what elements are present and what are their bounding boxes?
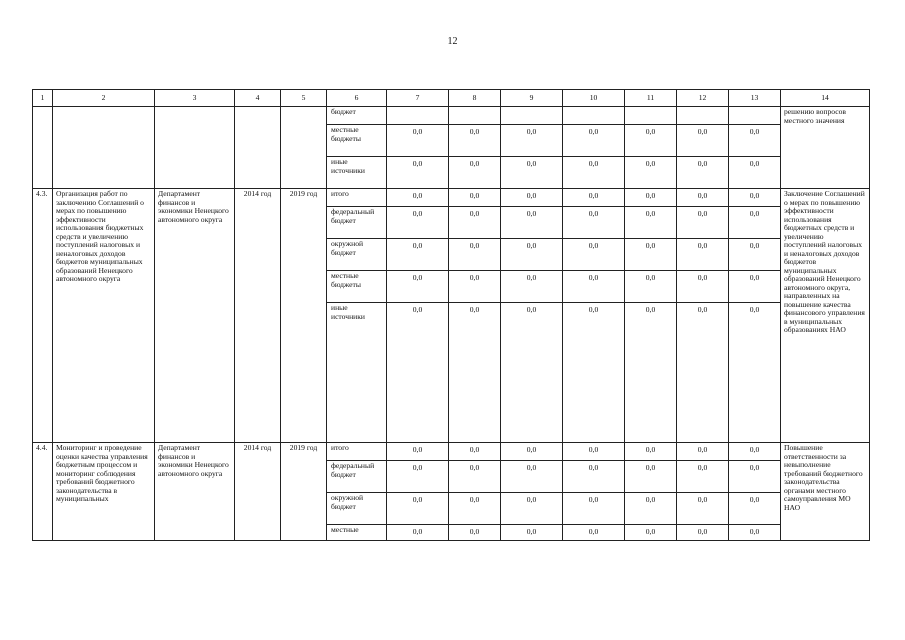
header-cell: 6 — [327, 90, 387, 107]
page-number: 12 — [447, 36, 458, 47]
row-number: 4.3. — [33, 189, 53, 443]
value-cell: 0,0 — [563, 443, 625, 461]
value-cell: 0,0 — [677, 303, 729, 443]
value-cell: 0,0 — [677, 125, 729, 157]
value-cell: 0,0 — [677, 239, 729, 271]
value-cell — [563, 107, 625, 125]
budget-table — [32, 89, 870, 541]
funding-source: местные — [327, 525, 387, 541]
executor: Департамент финансов и экономики Ненецкого автономного округа — [155, 189, 235, 443]
funding-source: иные источники — [327, 157, 387, 189]
value-cell: 0,0 — [501, 461, 563, 493]
value-cell: 0,0 — [449, 303, 501, 443]
funding-source: местные бюджеты — [327, 125, 387, 157]
funding-source: местные бюджеты — [327, 271, 387, 303]
value-cell: 0,0 — [563, 271, 625, 303]
value-cell: 0,0 — [501, 189, 563, 207]
value-cell — [387, 107, 449, 125]
value-cell: 0,0 — [677, 461, 729, 493]
expected-result: решению вопросов местного значения — [781, 107, 870, 189]
value-cell: 0,0 — [449, 189, 501, 207]
row-number — [33, 107, 53, 189]
value-cell: 0,0 — [625, 271, 677, 303]
end-year — [281, 107, 327, 189]
value-cell: 0,0 — [501, 443, 563, 461]
value-cell: 0,0 — [501, 125, 563, 157]
header-row — [33, 90, 870, 107]
value-cell: 0,0 — [677, 493, 729, 525]
expected-result: Повышение ответственности за невыполнение требований бюджетного законодательства органами местного самоуправления МО НАО — [781, 443, 870, 541]
value-cell: 0,0 — [449, 157, 501, 189]
header-cell: 7 — [387, 90, 449, 107]
start-year: 2014 год — [235, 189, 281, 443]
value-cell: 0,0 — [387, 157, 449, 189]
value-cell: 0,0 — [563, 303, 625, 443]
value-cell: 0,0 — [625, 189, 677, 207]
value-cell: 0,0 — [387, 239, 449, 271]
funding-source: окружной бюджет — [327, 493, 387, 525]
value-cell: 0,0 — [501, 207, 563, 239]
funding-source: итого — [327, 443, 387, 461]
header-cell: 4 — [235, 90, 281, 107]
funding-source: окружной бюджет — [327, 239, 387, 271]
value-cell: 0,0 — [625, 493, 677, 525]
value-cell: 0,0 — [625, 207, 677, 239]
value-cell: 0,0 — [563, 493, 625, 525]
expected-result: Заключение Соглашений о мерах по повышению эффективности использования бюджетных средств и увеличению поступлений налоговых и неналоговых доходов бюджетов муниципальных образований Ненецкого автономного округа, направленных на повышение качества финансового управления в муниципальных образованиях НАО — [781, 189, 870, 443]
value-cell: 0,0 — [501, 493, 563, 525]
value-cell: 0,0 — [729, 157, 781, 189]
value-cell: 0,0 — [677, 443, 729, 461]
value-cell: 0,0 — [501, 271, 563, 303]
value-cell: 0,0 — [449, 239, 501, 271]
value-cell: 0,0 — [563, 461, 625, 493]
row-number: 4.4. — [33, 443, 53, 541]
header-cell: 5 — [281, 90, 327, 107]
value-cell: 0,0 — [625, 239, 677, 271]
value-cell: 0,0 — [677, 157, 729, 189]
value-cell: 0,0 — [563, 239, 625, 271]
value-cell: 0,0 — [449, 443, 501, 461]
header-cell: 8 — [449, 90, 501, 107]
funding-source: итого — [327, 189, 387, 207]
value-cell: 0,0 — [729, 271, 781, 303]
value-cell: 0,0 — [449, 125, 501, 157]
value-cell: 0,0 — [625, 157, 677, 189]
value-cell — [501, 107, 563, 125]
table-row — [33, 443, 870, 461]
value-cell: 0,0 — [729, 493, 781, 525]
measure-name — [53, 107, 155, 189]
value-cell: 0,0 — [625, 303, 677, 443]
start-year — [235, 107, 281, 189]
value-cell: 0,0 — [625, 443, 677, 461]
value-cell: 0,0 — [387, 271, 449, 303]
value-cell: 0,0 — [729, 189, 781, 207]
value-cell: 0,0 — [449, 493, 501, 525]
header-cell: 10 — [563, 90, 625, 107]
table-row — [33, 189, 870, 207]
value-cell: 0,0 — [729, 443, 781, 461]
value-cell: 0,0 — [677, 271, 729, 303]
value-cell: 0,0 — [387, 493, 449, 525]
header-cell: 13 — [729, 90, 781, 107]
header-cell: 12 — [677, 90, 729, 107]
header-cell: 3 — [155, 90, 235, 107]
value-cell: 0,0 — [449, 207, 501, 239]
value-cell: 0,0 — [387, 461, 449, 493]
funding-source: федеральный бюджет — [327, 461, 387, 493]
value-cell: 0,0 — [501, 303, 563, 443]
value-cell: 0,0 — [501, 525, 563, 541]
value-cell: 0,0 — [729, 461, 781, 493]
value-cell: 0,0 — [501, 157, 563, 189]
measure-name: Мониторинг и проведение оценки качества управления бюджетным процессом и мониторинг соблюдения требований бюджетного законодательства в муниципальных — [53, 443, 155, 541]
value-cell: 0,0 — [387, 303, 449, 443]
start-year: 2014 год — [235, 443, 281, 541]
value-cell: 0,0 — [449, 525, 501, 541]
funding-source: федеральный бюджет — [327, 207, 387, 239]
header-cell: 1 — [33, 90, 53, 107]
value-cell: 0,0 — [563, 157, 625, 189]
header-cell: 11 — [625, 90, 677, 107]
value-cell: 0,0 — [729, 239, 781, 271]
value-cell: 0,0 — [625, 525, 677, 541]
value-cell: 0,0 — [387, 525, 449, 541]
value-cell: 0,0 — [387, 207, 449, 239]
value-cell: 0,0 — [729, 125, 781, 157]
measure-name: Организация работ по заключению Соглашений о мерах по повышению эффективности использования бюджетных средств и увеличению поступлений налоговых и неналоговых доходов бюджетов муниципальных образований Ненецкого автономного округа — [53, 189, 155, 443]
value-cell: 0,0 — [729, 525, 781, 541]
value-cell: 0,0 — [387, 125, 449, 157]
value-cell: 0,0 — [501, 239, 563, 271]
executor: Департамент финансов и экономики Ненецкого автономного округа — [155, 443, 235, 541]
value-cell: 0,0 — [677, 525, 729, 541]
value-cell: 0,0 — [625, 461, 677, 493]
value-cell: 0,0 — [729, 303, 781, 443]
value-cell: 0,0 — [449, 271, 501, 303]
value-cell — [449, 107, 501, 125]
value-cell: 0,0 — [563, 525, 625, 541]
value-cell — [729, 107, 781, 125]
value-cell: 0,0 — [677, 189, 729, 207]
funding-source: бюджет — [327, 107, 387, 125]
value-cell: 0,0 — [677, 207, 729, 239]
value-cell: 0,0 — [563, 207, 625, 239]
header-cell: 2 — [53, 90, 155, 107]
end-year: 2019 год — [281, 443, 327, 541]
value-cell — [677, 107, 729, 125]
end-year: 2019 год — [281, 189, 327, 443]
funding-source: иные источники — [327, 303, 387, 443]
value-cell: 0,0 — [729, 207, 781, 239]
value-cell: 0,0 — [387, 443, 449, 461]
value-cell: 0,0 — [563, 189, 625, 207]
value-cell — [625, 107, 677, 125]
value-cell: 0,0 — [449, 461, 501, 493]
value-cell: 0,0 — [625, 125, 677, 157]
table-row — [33, 107, 870, 125]
header-cell: 14 — [781, 90, 870, 107]
value-cell: 0,0 — [563, 125, 625, 157]
executor — [155, 107, 235, 189]
value-cell: 0,0 — [387, 189, 449, 207]
header-cell: 9 — [501, 90, 563, 107]
